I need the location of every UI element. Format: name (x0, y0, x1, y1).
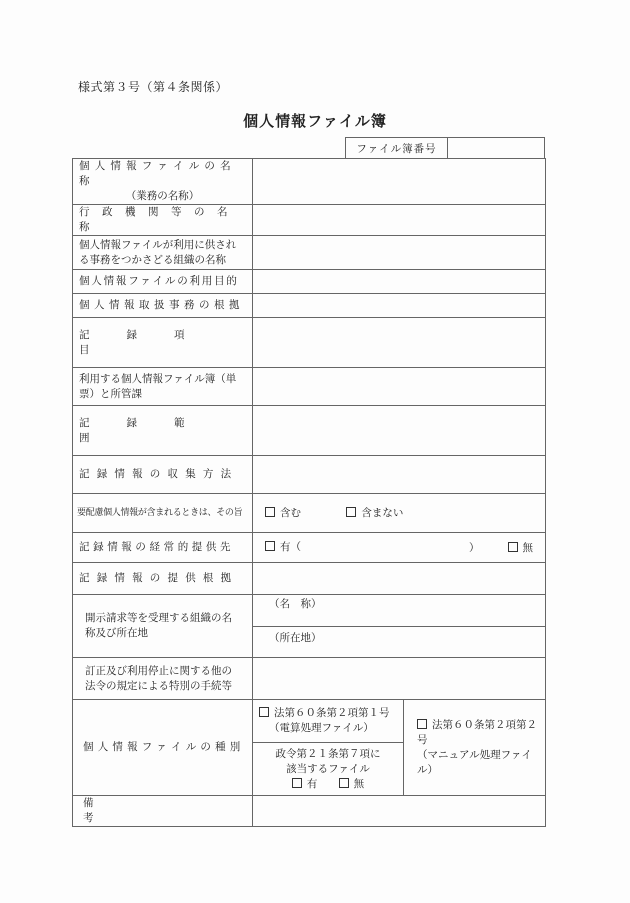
agency-name-field[interactable] (253, 205, 546, 236)
checkbox-icon[interactable] (339, 778, 349, 788)
form-number: 様式第３号（第４条関係） (78, 80, 229, 94)
special-procedures-field[interactable] (253, 658, 546, 700)
file-name-label (73, 159, 253, 205)
row-legal-basis (73, 294, 546, 318)
file-type-option2[interactable]: 法第６０条第２項第２号 （マニュアル処理ファイル） (404, 700, 546, 796)
related-file-label: 利用する個人情報ファイル簿（単票）と所管課 (73, 368, 253, 406)
recipients-no-option[interactable]: 無 (508, 541, 534, 556)
regular-recipients-label: 記録情報の経常的提供先 (73, 533, 253, 563)
disclosure-org-address-field[interactable]: （所在地） (253, 627, 546, 658)
file-name-label-line2: （業務の名称） (125, 190, 200, 202)
checkbox-icon[interactable] (265, 507, 275, 517)
remarks-label: 備考 (73, 796, 253, 827)
row-remarks (73, 796, 546, 827)
related-file-field[interactable] (253, 368, 546, 406)
checkbox-icon[interactable] (508, 542, 518, 552)
record-items-label: 記録項目 (73, 318, 253, 368)
row-sensitive-info (73, 494, 546, 533)
agency-name-label: 行政機関等の名称 (73, 205, 253, 236)
row-record-scope (73, 406, 546, 456)
remarks-field[interactable] (253, 796, 546, 827)
org-name-label: 個人情報ファイルが利用に供される事務をつかさどる組織の名称 (73, 236, 253, 270)
sensitive-info-label: 要配慮個人情報が含まれるときは、その旨 (73, 494, 253, 533)
legal-basis-field[interactable] (253, 294, 546, 318)
recipients-close-paren: ） (469, 542, 480, 554)
row-org-name (73, 236, 546, 270)
provision-basis-field[interactable] (253, 563, 546, 595)
row-special-procedures (73, 658, 546, 700)
order-applicable: 政令第２１条第７項に 該当するファイル 有 無 (253, 743, 404, 796)
org-name-field[interactable] (253, 236, 546, 270)
row-disclosure-org-name (73, 595, 546, 627)
purpose-field[interactable] (253, 270, 546, 294)
record-scope-label: 記録範囲 (73, 406, 253, 456)
collection-method-label: 記録情報の収集方法 (73, 456, 253, 494)
row-collection-method (73, 456, 546, 494)
file-name-field[interactable] (253, 159, 546, 205)
record-scope-field[interactable] (253, 406, 546, 456)
file-number-label: ファイル簿番号 (346, 138, 448, 158)
row-purpose (73, 270, 546, 294)
record-items-field[interactable] (253, 318, 546, 368)
row-record-items (73, 318, 546, 368)
purpose-label: 個人情報ファイルの利用目的 (73, 270, 253, 294)
sensitive-yes-option[interactable]: 含む (265, 506, 301, 521)
checkbox-icon[interactable] (265, 541, 275, 551)
file-number-box (345, 137, 545, 158)
order-yes-option[interactable]: 有 (292, 777, 318, 792)
row-regular-recipients (73, 533, 546, 563)
order-no-option[interactable]: 無 (339, 777, 365, 792)
row-file-name (73, 159, 546, 205)
sensitive-info-options (253, 494, 546, 533)
file-register-table (72, 158, 546, 827)
checkbox-icon[interactable] (292, 778, 302, 788)
recipients-yes-option[interactable]: 有（ (265, 540, 301, 555)
checkbox-icon[interactable] (259, 707, 269, 717)
special-procedures-label: 訂正及び利用停止に関する他の法令の規定による特別の手続等 (73, 658, 253, 700)
checkbox-icon[interactable] (346, 507, 356, 517)
disclosure-org-label: 開示請求等を受理する組織の名称及び所在地 (73, 595, 253, 658)
row-provision-basis (73, 563, 546, 595)
row-related-file (73, 368, 546, 406)
row-file-type-top (73, 700, 546, 743)
file-name-label-line1: 個人情報ファイルの名称 (79, 160, 236, 187)
file-number-field[interactable] (448, 138, 544, 158)
provision-basis-label: 記録情報の提供根拠 (73, 563, 253, 595)
disclosure-org-name-field[interactable]: （名 称） (253, 595, 546, 627)
file-type-option1[interactable]: 法第６０条第２項第１号 （電算処理ファイル） (253, 700, 404, 743)
sensitive-no-option[interactable]: 含まない (346, 506, 403, 521)
checkbox-icon[interactable] (417, 719, 427, 729)
regular-recipients-options (253, 533, 546, 563)
collection-method-field[interactable] (253, 456, 546, 494)
page-title: 個人情報ファイル簿 (243, 112, 387, 130)
row-agency-name (73, 205, 546, 236)
legal-basis-label: 個人情報取扱事務の根拠 (73, 294, 253, 318)
file-type-label: 個人情報ファイルの種別 (73, 700, 253, 796)
